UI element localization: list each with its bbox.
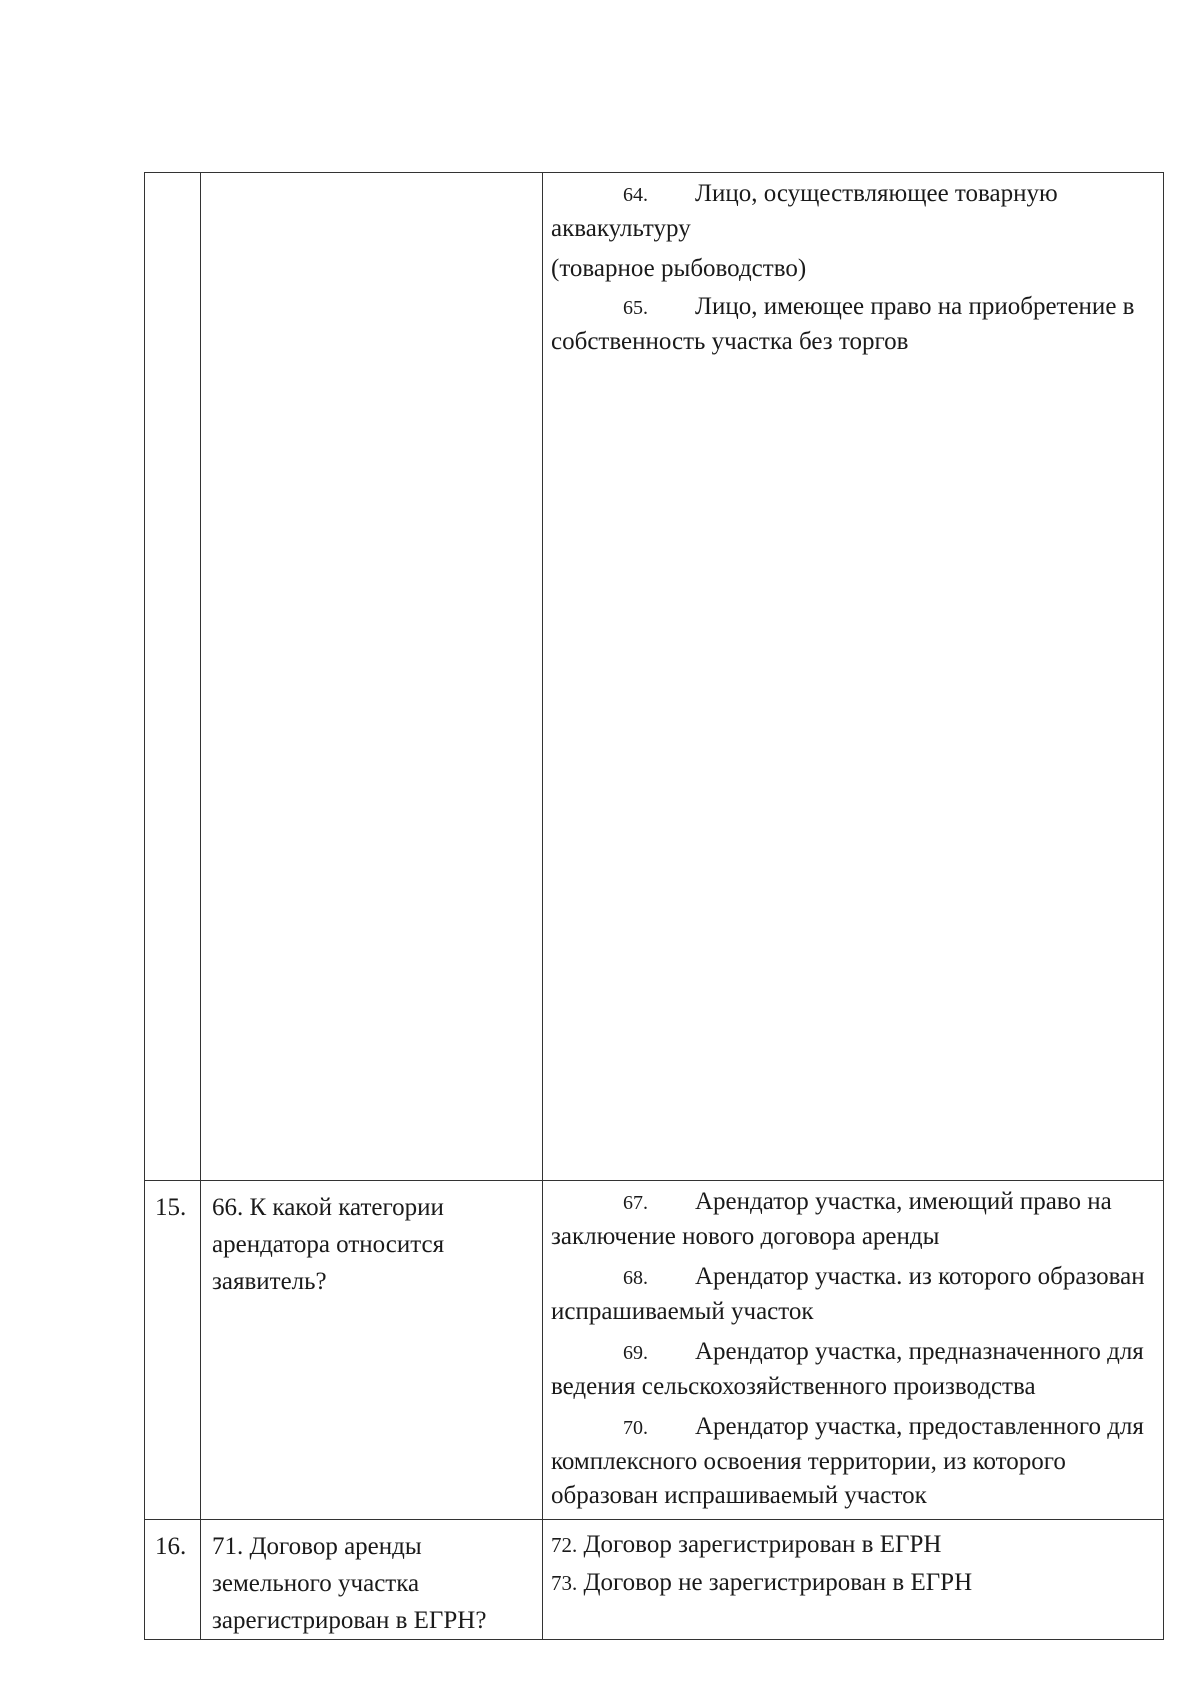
row-number-cell xyxy=(145,1181,201,1520)
table-row xyxy=(145,1181,1164,1520)
table-row xyxy=(145,173,1164,1181)
options-cell xyxy=(543,173,1164,1181)
option-number: 64. xyxy=(623,184,648,206)
option-item xyxy=(551,1335,1161,1404)
option-continuation xyxy=(551,252,1161,286)
row-number-cell xyxy=(145,173,201,1181)
option-text: Лицо, имеющее право на приобретение в собственность участка без торгов xyxy=(551,293,1135,355)
question-text: 66. К какой категории арендатора относится заявитель? xyxy=(212,1194,445,1295)
option-number: 65. xyxy=(623,297,648,319)
option-item xyxy=(551,1564,1161,1602)
question-cell xyxy=(201,1520,543,1640)
option-number: 73. xyxy=(551,1571,578,1595)
option-number: 67. xyxy=(623,1192,648,1214)
options-cell xyxy=(543,1520,1164,1640)
option-text: Арендатор участка, предназначенного для ведения сельскохозяйственного производства xyxy=(551,1338,1144,1400)
option-item xyxy=(551,1410,1161,1513)
row-number: 15. xyxy=(155,1194,187,1221)
row-number-cell xyxy=(145,1520,201,1640)
option-item xyxy=(551,1185,1161,1254)
option-text: Договор не зарегистрирован в ЕГРН xyxy=(583,1569,973,1596)
option-item xyxy=(551,177,1161,246)
question-cell xyxy=(201,173,543,1181)
table-row xyxy=(145,1520,1164,1640)
option-item xyxy=(551,290,1161,359)
option-item xyxy=(551,1526,1161,1564)
option-text: (товарное рыбоводство) xyxy=(551,255,807,282)
options-cell xyxy=(543,1181,1164,1520)
option-item xyxy=(551,1260,1161,1329)
option-text: Арендатор участка, имеющий право на заключение нового договора аренды xyxy=(551,1188,1112,1250)
option-text: Арендатор участка. из которого образован испрашиваемый участок xyxy=(551,1263,1145,1325)
option-number: 72. xyxy=(551,1533,578,1557)
option-text: Договор зарегистрирован в ЕГРН xyxy=(583,1531,942,1558)
option-text: Арендатор участка, предоставленного для комплексного освоения территории, из которого образован испрашиваемый участок xyxy=(551,1413,1144,1509)
question-cell xyxy=(201,1181,543,1520)
question-text: 71. Договор аренды земельного участка зарегистрирован в ЕГРН? xyxy=(212,1533,487,1634)
questionnaire-table xyxy=(144,172,1164,1640)
option-text: Лицо, осуществляющее товарную аквакультуру xyxy=(551,180,1058,242)
option-number: 68. xyxy=(623,1267,648,1289)
row-number: 16. xyxy=(155,1533,187,1560)
option-number: 70. xyxy=(623,1417,648,1439)
option-number: 69. xyxy=(623,1342,648,1364)
